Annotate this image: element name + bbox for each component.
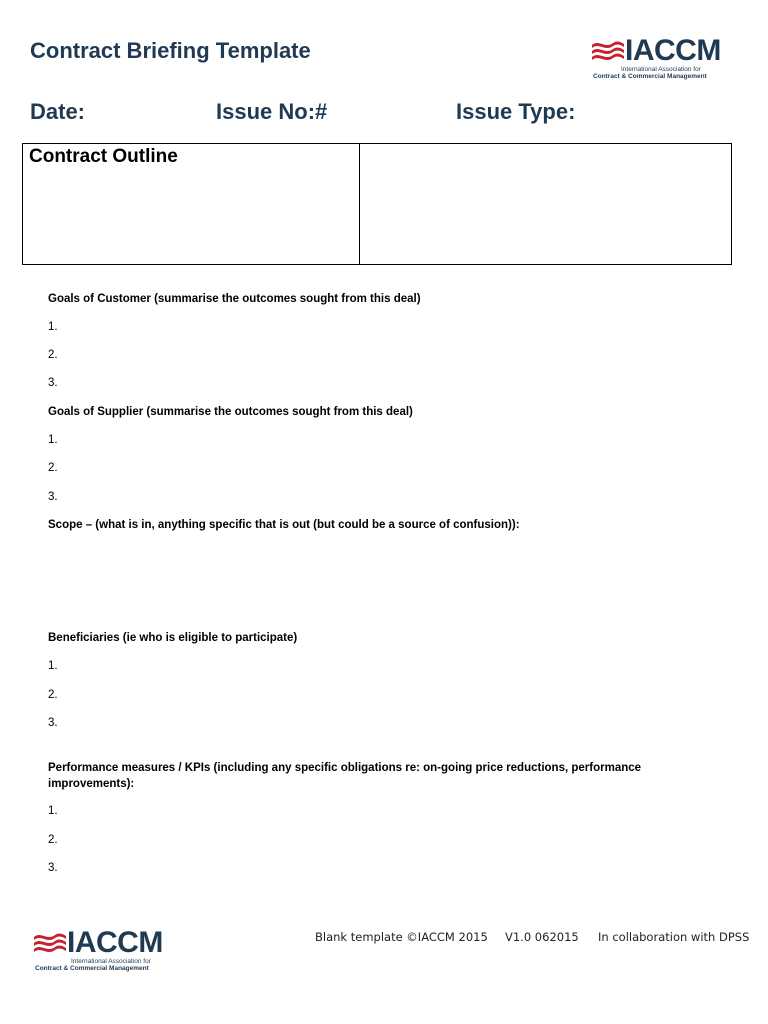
waving-flag-icon: [33, 931, 67, 955]
issue-type-label: Issue Type:: [456, 99, 576, 124]
logo-subtitle-line1: International Association for: [71, 958, 151, 965]
section-scope: [48, 517, 738, 533]
list-item: 3.: [48, 377, 58, 389]
list-item: 2.: [48, 834, 58, 846]
section-heading: Goals of Customer (summarise the outcomes sought from this deal): [48, 293, 421, 305]
footer-version: V1.0 062015: [505, 930, 579, 944]
section-performance-measures: [48, 760, 728, 792]
logo-wordmark: IACCM: [625, 34, 721, 67]
section-heading: Scope – (what is in, anything specific that is out (but could be a source of confusion)):: [48, 519, 520, 531]
list-item: 2.: [48, 689, 58, 701]
section-heading: Beneficiaries (ie who is eligible to participate): [48, 632, 298, 644]
contract-outline-table: [22, 143, 732, 265]
footer-collaboration: In collaboration with DPSS: [598, 930, 750, 944]
contract-outline-title: Contract Outline: [29, 146, 178, 167]
issue-no-label: Issue No:#: [216, 99, 328, 124]
footer-copyright: Blank template ©IACCM 2015: [315, 930, 488, 944]
list-item: 1.: [48, 805, 58, 817]
logo-wordmark: IACCM: [67, 926, 163, 959]
list-item: 1.: [48, 660, 58, 672]
section-beneficiaries: [48, 630, 738, 646]
iaccm-logo: [591, 36, 721, 80]
logo-subtitle-line1: International Association for: [621, 66, 701, 73]
waving-flag-icon: [591, 39, 625, 63]
list-item: 1.: [48, 434, 58, 446]
page-title: Contract Briefing Template: [30, 38, 311, 63]
list-item: 2.: [48, 349, 58, 361]
list-item: 3.: [48, 491, 58, 503]
section-supplier-goals: [48, 404, 738, 420]
contract-outline-value-cell[interactable]: [360, 144, 731, 264]
list-item: 1.: [48, 321, 58, 333]
date-label: Date:: [30, 99, 86, 124]
list-item: 3.: [48, 862, 58, 874]
logo-subtitle-line2: Contract & Commercial Management: [35, 965, 149, 973]
section-heading: Goals of Supplier (summarise the outcomes sought from this deal): [48, 406, 413, 418]
logo-subtitle-line2: Contract & Commercial Management: [593, 73, 707, 81]
section-heading: Performance measures / KPIs (including any specific obligations re: on-going price reductions, performance improvements):: [48, 762, 642, 790]
list-item: 3.: [48, 717, 58, 729]
meta-row: [0, 99, 768, 127]
iaccm-footer-logo: [33, 928, 163, 972]
contract-outline-cell[interactable]: [23, 144, 360, 264]
list-item: 2.: [48, 462, 58, 474]
section-customer-goals: [48, 291, 738, 307]
